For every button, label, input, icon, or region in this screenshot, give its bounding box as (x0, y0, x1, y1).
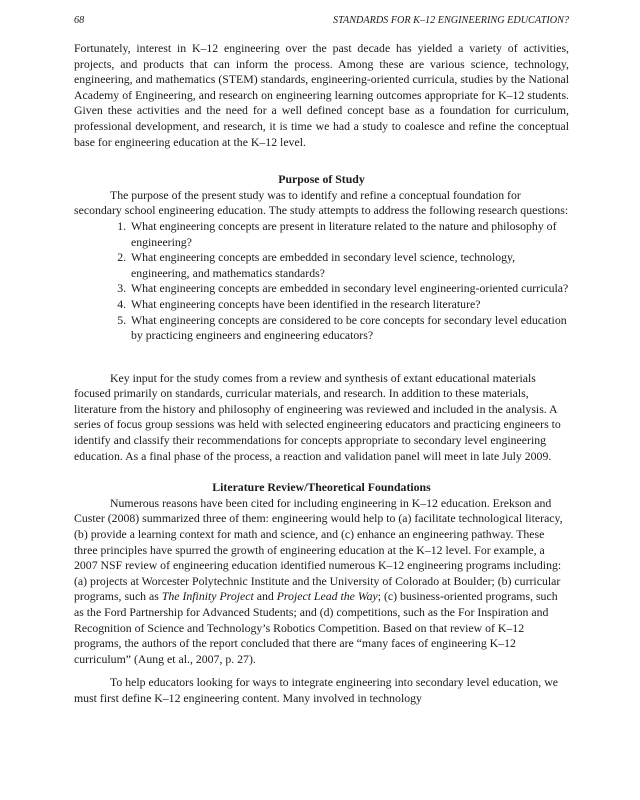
literature-text-c: ; (c) business-oriented programs, such as the Ford Partnership for Advanced Students; and (d) competitions, such as the For Inspiration and Recognition of Science and Technology’s Robotics Competition. Based on that review of K–12 programs, the authors of the report concluded that there are “many faces of engineering K–12 curriculum” (Aung et al., 2007, p. 27). (74, 589, 558, 666)
research-question: 4. What engineering concepts have been identified in the research literature? (129, 297, 569, 313)
intro-paragraph: Fortunately, interest in K–12 engineering over the past decade has yielded a variety of activities, projects, and products that can inform the process. Among these are various science, technology, engineering, and mathematics (STEM) standards, engineering-oriented curricula, studies by the National Academy of Engineering, and research on engineering learning outcomes appropriate for K–12 students. Given these activities and the need for a well defined concept base as a foundation for curriculum, professional development, and research, it is time we had a study to coalesce and refine the conceptual base for engineering education at the K–12 level. (74, 41, 569, 149)
research-question: 3. What engineering concepts are embedded in secondary level engineering-oriented curricula? (129, 281, 569, 297)
body-text (74, 41, 569, 707)
infinity-project-title: The Infinity Project (161, 589, 254, 604)
literature-text-b: and (253, 589, 277, 604)
running-header (74, 15, 569, 31)
literature-paragraph (74, 496, 569, 668)
integration-paragraph: To help educators looking for ways to integrate engineering into secondary level education, we must first define K–12 engineering content. Many involved in technology (74, 675, 558, 705)
literature-heading: Literature Review/Theoretical Foundations (212, 480, 431, 495)
research-question: 2. What engineering concepts are embedded in secondary level science, technology, engineering, and mathematics standards? (129, 250, 569, 281)
research-questions-list (74, 219, 569, 344)
research-question: 1. What engineering concepts are present in literature related to the nature and philosophy of engineering? (129, 219, 569, 250)
literature-text-a: Numerous reasons have been cited for including engineering in K–12 education. Erekson and Custer (2008) summarized three of them: engineering would help to (a) facilitate technological literacy, (b) provide a learning context for math and science, and (c) enhance an engineering pathway. These three principles have spurred the growth of engineering education at the K–12 level. For example, a 2007 NSF review of engineering education identified numerous K–12 engineering programs including: (a) projects at Worcester Polytechnic Institute and the University of Colorado at Boulder; (b) curricular programs, such as (74, 495, 563, 604)
running-title: STANDARDS FOR K–12 ENGINEERING EDUCATION? (333, 15, 569, 26)
page-number: 68 (74, 15, 85, 26)
purpose-intro-paragraph: The purpose of the present study was to identify and refine a conceptual foundation for secondary school engineering education. The study attempts to address the following research questions: (74, 187, 569, 218)
purpose-heading: Purpose of Study (278, 172, 365, 187)
project-lead-the-way-title: Project Lead the Way (276, 589, 378, 604)
research-question: 5. What engineering concepts are considered to be core concepts for secondary level education by practicing engineers and engineering educators? (129, 313, 569, 344)
key-input-paragraph: Key input for the study comes from a review and synthesis of extant educational materials focused primarily on standards, curricular materials, and research. In addition to these materials, literature from the history and philosophy of engineering was reviewed and included in the analysis. A series of focus group sessions was held with selected engineering educators and practicing engineers to identify and classify their recommendations for concepts appropriate to secondary level engineering education. As a final phase of the process, a reaction and validation panel will meet in late July 2009. (74, 370, 561, 463)
